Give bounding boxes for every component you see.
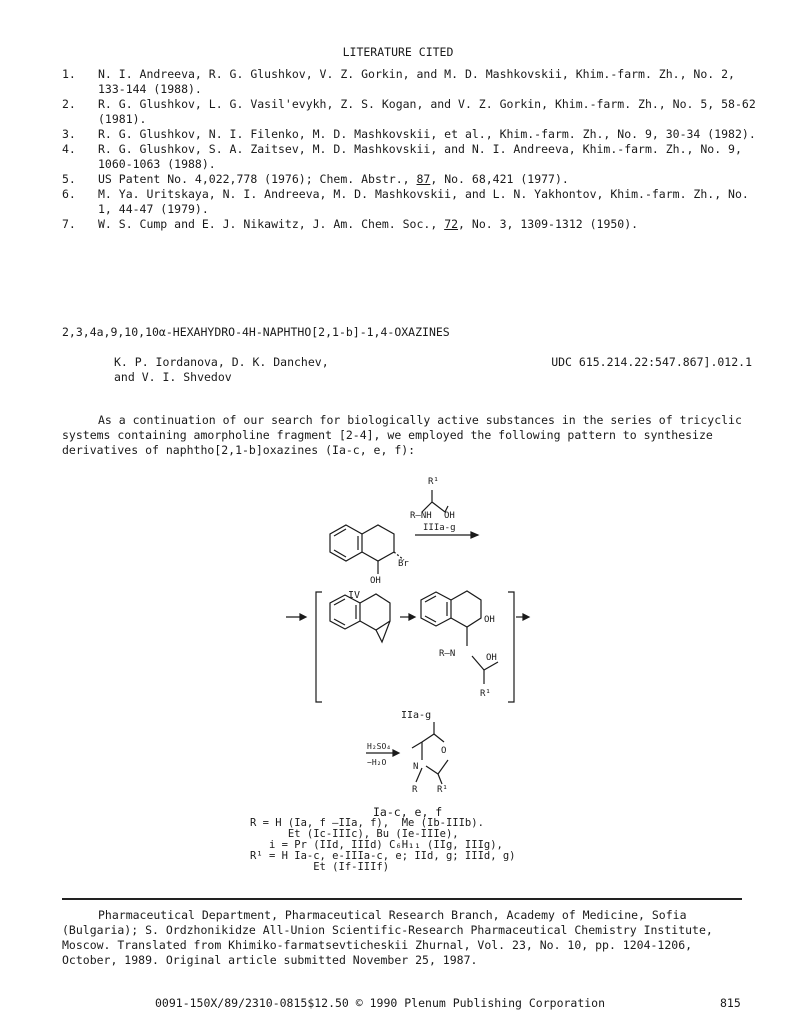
- reference-item: [62, 172, 762, 187]
- int-oh2-label: OH: [486, 653, 497, 663]
- bracket-left: [316, 592, 322, 702]
- reagent-structure: [422, 490, 448, 512]
- author-list: [114, 355, 354, 385]
- article-title: 2,3,4a,9,10,10α-HEXAHYDRO-4H-NAPHTHO[2,1-b]-1,4-OXAZINES: [62, 325, 450, 339]
- compound-iv-structure: [330, 525, 404, 574]
- literature-heading: LITERATURE CITED: [342, 45, 454, 59]
- reference-list: [62, 67, 762, 232]
- legend-line: Et (If-IIIf): [250, 861, 390, 873]
- product-r-label: R: [412, 785, 418, 795]
- amino-alcohol-structure: [421, 591, 498, 684]
- reference-item: [62, 142, 762, 172]
- volume-number: 72: [444, 217, 459, 231]
- compound-iv-label: IV: [348, 590, 361, 601]
- reference-item: [62, 217, 762, 232]
- page-number: 815: [720, 996, 741, 1010]
- product-r1-label: R¹: [437, 785, 448, 795]
- legend-line: R¹ = H Ia-c, e-IIIa-c, e; IId, g; IIId, g): [250, 850, 516, 862]
- reference-number: 5.: [62, 172, 76, 186]
- reference-number: 7.: [62, 217, 76, 231]
- footnote-divider: [62, 898, 742, 900]
- reference-item: [62, 127, 762, 142]
- reference-item: [62, 97, 762, 127]
- int-rn-label: R—N: [439, 649, 456, 659]
- iv-br-label: Br: [398, 559, 409, 569]
- product-o-label: O: [441, 746, 447, 756]
- udc-code: UDC 615.214.22:547.867].012.1: [551, 355, 752, 369]
- reference-item: [62, 67, 762, 97]
- int-oh-label: OH: [484, 615, 495, 625]
- reference-text: W. S. Cump and E. J. Nikawitz, J. Am. Chem. Soc., 72, No. 3, 1309-1312 (1950).: [98, 217, 639, 231]
- epoxide-structure: [330, 594, 390, 642]
- int-r1-label: R¹: [480, 689, 491, 699]
- reference-number: 2.: [62, 97, 76, 111]
- reference-text: M. Ya. Uritskaya, N. I. Andreeva, M. D. Mashkovskii, and L. N. Yakhontov, Khim.-farm. Zh., No. 1, 44-47 (1979).: [98, 187, 749, 216]
- substituent-legend: [250, 818, 570, 873]
- reference-number: 1.: [62, 67, 76, 81]
- legend-line: i = Pr (IId, IIId) C₆H₁₁ (IIg, IIIg),: [250, 839, 503, 851]
- intermediate-label: IIa-g: [401, 710, 432, 721]
- reference-text: R. G. Glushkov, S. A. Zaitsev, M. D. Mashkovskii, and N. I. Andreeva, Khim.-farm. Zh., No. 9, 1060-1063 (1988).: [98, 142, 742, 171]
- reaction-scheme: [0, 470, 796, 805]
- intro-paragraph: As a continuation of our search for biologically active substances in the series of tricyclic systems containing amorpholine fragment [2-4], we employed the following pattern to synthesize derivatives of naphtho[2,1-b]oxazines (Ia-c, e, f):: [62, 413, 742, 457]
- reference-text: R. G. Glushkov, L. G. Vasil'evykh, Z. S. Kogan, and V. Z. Gorkin, Khim.-farm. Zh., No. 5, 58-62 (1981).: [98, 97, 756, 126]
- volume-number: 87: [416, 172, 431, 186]
- acid-label: H₂SO₄: [367, 742, 392, 751]
- reference-number: 4.: [62, 142, 76, 156]
- reference-number: 6.: [62, 187, 76, 201]
- reagent-nh-label: R—NH: [410, 511, 432, 521]
- water-label: −H₂O: [367, 758, 387, 767]
- authors-line: and V. I. Shvedov: [114, 370, 232, 384]
- arrow-head: [471, 532, 478, 538]
- iv-oh-label: OH: [370, 576, 381, 586]
- affiliation-footnote: Pharmaceutical Department, Pharmaceutical Research Branch, Academy of Medicine, Sofia (Bulgaria); S. Ordzhonikidze All-Union Scientific-Research Pharmaceutical Chemistry Institute, Moscow. Translated from Khimiko-farmatsevticheskii Zhurnal, Vol. 23, No. 10, pp. 1204-1206, October, 1989. Original article submitted November 25, 1987.: [62, 908, 713, 967]
- reference-item: [62, 187, 762, 217]
- reference-text: N. I. Andreeva, R. G. Glushkov, V. Z. Gorkin, and M. D. Mashkovskii, Khim.-farm. Zh., No. 2, 133-144 (1988).: [98, 67, 735, 96]
- authors-line: K. P. Iordanova, D. K. Danchev,: [114, 355, 329, 369]
- reagent-r1-label: R¹: [428, 477, 439, 487]
- copyright-line: 0091-150X/89/2310-0815$12.50 © 1990 Plenum Publishing Corporation: [155, 996, 606, 1010]
- reagent-oh-label: OH: [444, 511, 455, 521]
- reagent-label: IIIa-g: [423, 523, 456, 533]
- reference-text: R. G. Glushkov, N. I. Filenko, M. D. Mashkovskii, et al., Khim.-farm. Zh., No. 9, 30-34 (1982).: [98, 127, 756, 141]
- reference-text: US Patent No. 4,022,778 (1976); Chem. Abstr., 87, No. 68,421 (1977).: [98, 172, 569, 186]
- legend-line: Et (Ic-IIIc), Bu (Ie-IIIe),: [250, 828, 459, 840]
- bracket-right: [508, 592, 514, 702]
- legend-line: R = H (Ia, f —IIa, f), Me (Ib-IIIb).: [250, 817, 484, 829]
- product-label: Ia-c, e, f: [373, 805, 443, 819]
- product-n-label: N: [413, 762, 419, 772]
- reference-number: 3.: [62, 127, 76, 141]
